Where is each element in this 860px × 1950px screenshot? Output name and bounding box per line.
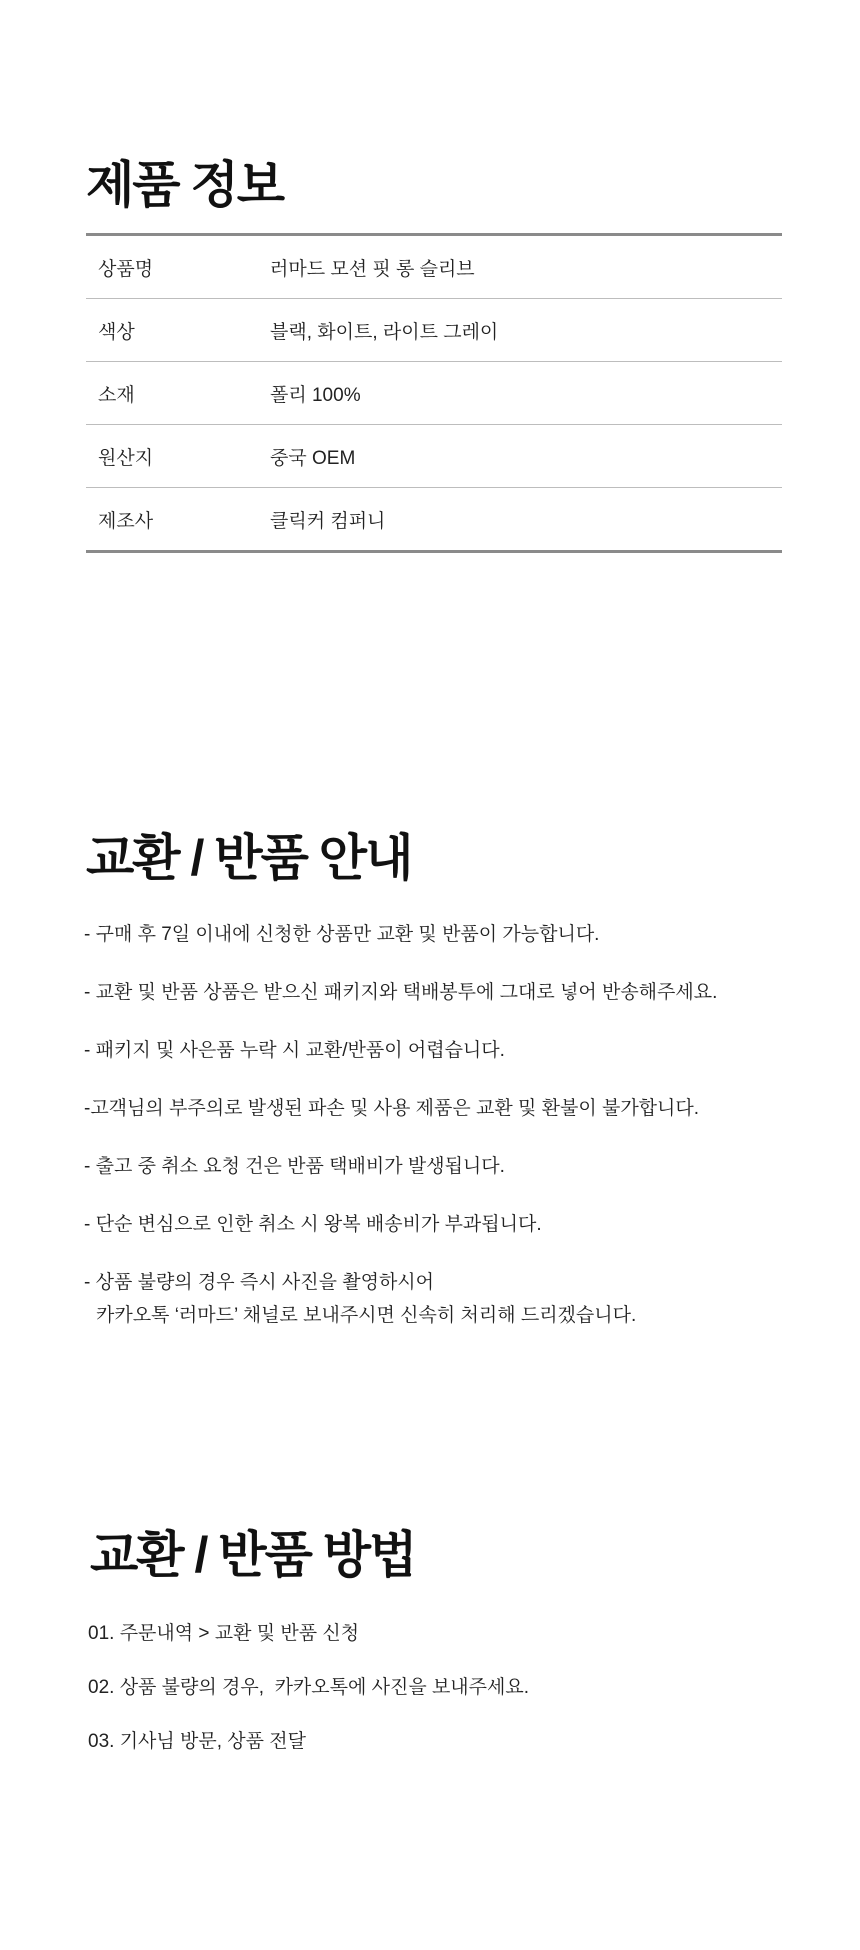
exchange-guide-list <box>84 918 804 1357</box>
list-item: - 패키지 및 사은품 누락 시 교환/반품이 어렵습니다. <box>84 1040 505 1061</box>
list-item: - 구매 후 7일 이내에 신청한 상품만 교환 및 반품이 가능합니다. <box>84 924 600 945</box>
row-value-color: 블랙, 화이트, 라이트 그레이 <box>270 299 782 362</box>
row-value-product-name: 러마드 모션 핏 롱 슬리브 <box>270 235 782 299</box>
product-info-table <box>86 233 782 553</box>
method-step: 01. 주문내역 > 교환 및 반품 신청 <box>88 1623 360 1644</box>
exchange-method-title: 교환 / 반품 방법 <box>90 1527 416 1583</box>
row-label-color: 색상 <box>86 299 270 362</box>
row-label-origin: 원산지 <box>86 425 270 488</box>
list-item-line1: - 상품 불량의 경우 즉시 사진을 촬영하시어 <box>84 1272 435 1293</box>
row-value-material: 폴리 100% <box>270 362 782 425</box>
method-step: 02. 상품 불량의 경우, 카카오톡에 사진을 보내주세요. <box>88 1677 530 1698</box>
list-item <box>84 1266 804 1332</box>
table-row <box>86 488 782 552</box>
table-row <box>86 425 782 488</box>
row-label-manufacturer: 제조사 <box>98 510 154 532</box>
exchange-guide-title: 교환 / 반품 안내 <box>86 830 412 886</box>
table-row <box>86 299 782 362</box>
list-item: - 출고 중 취소 요청 건은 반품 택배비가 발생됩니다. <box>84 1156 505 1177</box>
row-value-manufacturer: 클릭커 컴퍼니 <box>270 510 386 532</box>
row-label-product-name: 상품명 <box>86 235 270 299</box>
list-item: -고객님의 부주의로 발생된 파손 및 사용 제품은 교환 및 환불이 불가합니다. <box>84 1098 700 1119</box>
table-row <box>86 362 782 425</box>
method-step: 03. 기사님 방문, 상품 전달 <box>88 1731 306 1752</box>
list-item: - 교환 및 반품 상품은 받으신 패키지와 택배봉투에 그대로 넣어 반송해주세요. <box>84 982 718 1003</box>
product-info-title: 제품 정보 <box>86 157 284 213</box>
exchange-method-list <box>88 1617 788 1779</box>
list-item: - 단순 변심으로 인한 취소 시 왕복 배송비가 부과됩니다. <box>84 1214 542 1235</box>
list-item-line2: 카카오톡 ‘러마드’ 채널로 보내주시면 신속히 처리해 드리겠습니다. <box>96 1305 637 1326</box>
row-value-origin: 중국 OEM <box>270 425 782 488</box>
row-label-material: 소재 <box>86 362 270 425</box>
table-row <box>86 235 782 299</box>
